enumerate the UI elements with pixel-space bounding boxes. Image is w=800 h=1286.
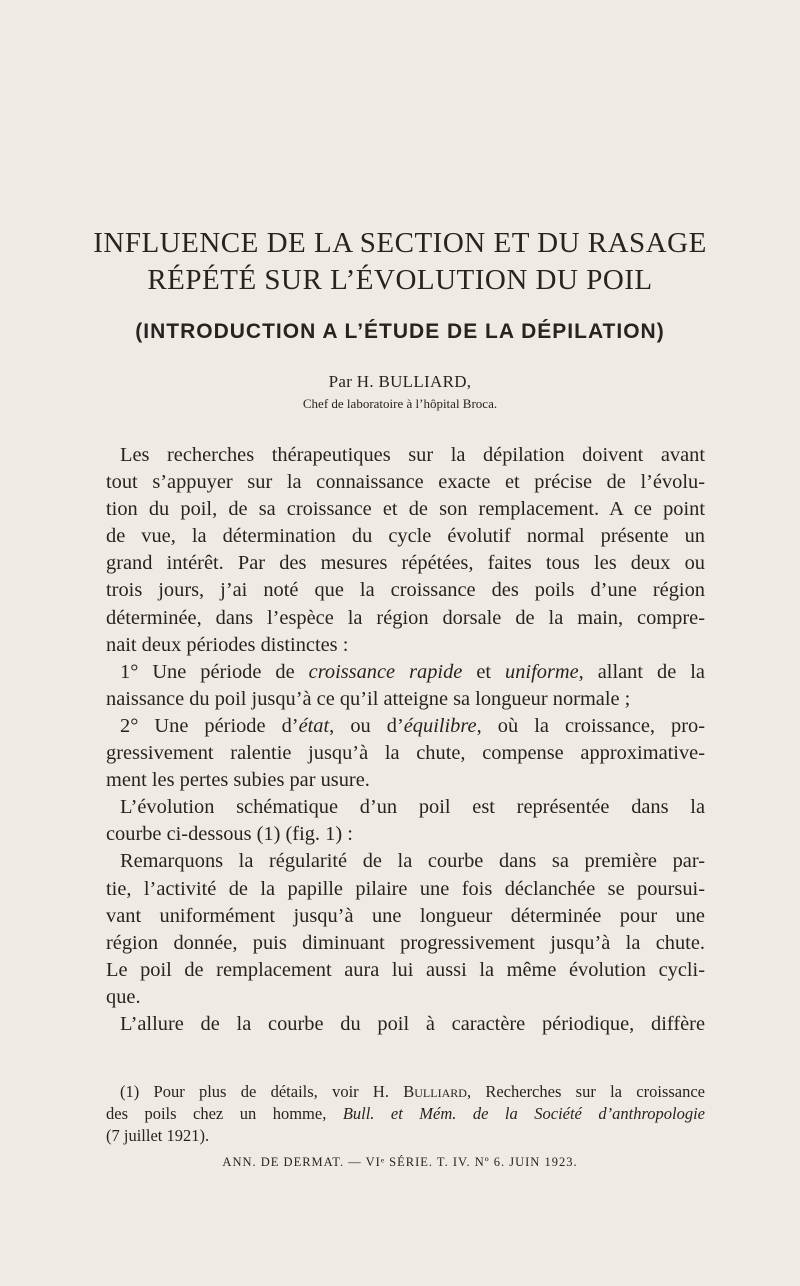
item-text: et	[462, 660, 506, 683]
paragraph-curve	[106, 1011, 705, 1038]
author-affiliation: Chef de laboratoire à l’hôpital Broca.	[302, 396, 498, 411]
body-line: Les recherches thérapeutiques sur la dépilation doivent avant	[120, 444, 705, 466]
article-body	[106, 442, 705, 1038]
paragraph-evolution	[106, 794, 705, 848]
body-line: Remarquons la régularité de la courbe dans sa première par-	[120, 850, 705, 873]
journal-reference: ANN. DE DERMAT. — VIᵉ SÉRIE. T. IV. Nº 6. JUIN 1923.	[222, 1155, 578, 1169]
footnote-journal: Bull. et Mém. de la Société d’anthropologie	[342, 1104, 705, 1123]
list-item-2	[106, 713, 705, 794]
footnote-author: Bulliard	[403, 1082, 467, 1101]
footnote-text: (1) Pour plus de détails, voir H.	[120, 1082, 404, 1101]
list-item-1	[106, 659, 705, 713]
list-item-2-line-2: gressivement ralentie jusqu’à la chute, compense approximative-	[106, 742, 705, 765]
item-emphasis: croissance rapide	[308, 660, 463, 683]
body-line: que.	[106, 985, 141, 1008]
list-item-2-line-1	[106, 713, 705, 740]
footnote-text: des poils chez un homme,	[106, 1104, 343, 1123]
item-text: , où la croissance, pro-	[476, 714, 705, 737]
item-text: , allant de la	[578, 660, 705, 683]
item-text: 1° Une période de	[120, 660, 309, 683]
body-line: grand intérêt. Par des mesures répétées, faites tous les deux ou	[106, 552, 705, 575]
body-line: nait deux périodes distinctes :	[106, 633, 349, 656]
body-line: région donnée, puis diminuant progressivement jusqu’à la chute.	[106, 931, 705, 954]
footnote-line-1	[106, 1081, 705, 1103]
footnote-line-3: (7 juillet 1921).	[106, 1126, 210, 1145]
item-emphasis: équilibre	[403, 714, 477, 737]
item-emphasis: uniforme	[505, 660, 579, 683]
body-line: tie, l’activité de la papille pilaire une fois déclanchée se poursui-	[106, 877, 705, 900]
paragraph-intro	[106, 442, 705, 659]
list-item-2-line-3: ment les pertes subies par usure.	[106, 769, 370, 792]
body-line: L’évolution schématique d’un poil est représentée dans la	[120, 796, 705, 819]
body-line: déterminée, dans l’espèce la région dorsale de la main, compre-	[106, 606, 705, 629]
title-line-2: RÉPÉTÉ SUR L’ÉVOLUTION DU POIL	[147, 264, 653, 296]
footnote-text: , Recherches sur la croissance	[466, 1082, 706, 1101]
body-line: L’allure de la courbe du poil à caractère périodique, diffère	[120, 1012, 705, 1035]
item-emphasis: état	[298, 714, 330, 737]
body-line: tout s’appuyer sur la connaissance exacte et précise de l’évolu-	[106, 471, 705, 494]
item-text: 2° Une période d’	[120, 714, 299, 737]
author-byline: Par H. BULLIARD,	[328, 372, 472, 391]
body-line: de vue, la détermination du cycle évolutif normal présente un	[106, 525, 705, 548]
item-text: , ou d’	[329, 714, 404, 737]
body-line: tion du poil, de sa croissance et de son remplacement. A ce point	[106, 498, 705, 521]
footnote-line-2	[106, 1103, 705, 1125]
paragraph-remarks	[106, 848, 705, 1011]
body-line: trois jours, j’ai noté que la croissance des poils d’une région	[106, 579, 705, 602]
title-line-1: INFLUENCE DE LA SECTION ET DU RASAGE	[93, 227, 707, 259]
list-item-1-line-2: naissance du poil jusqu’à ce qu’il atteigne sa longueur normale ;	[106, 687, 631, 710]
body-line: courbe ci-dessous (1) (fig. 1) :	[106, 823, 353, 846]
footnote	[106, 1081, 705, 1147]
body-line: Le poil de remplacement aura lui aussi la même évolution cycli-	[106, 958, 705, 981]
list-item-1-line-1	[106, 659, 705, 686]
subtitle: (INTRODUCTION A L’ÉTUDE DE LA DÉPILATION)	[135, 320, 665, 343]
body-line: vant uniformément jusqu’à une longueur déterminée pour une	[106, 904, 705, 927]
